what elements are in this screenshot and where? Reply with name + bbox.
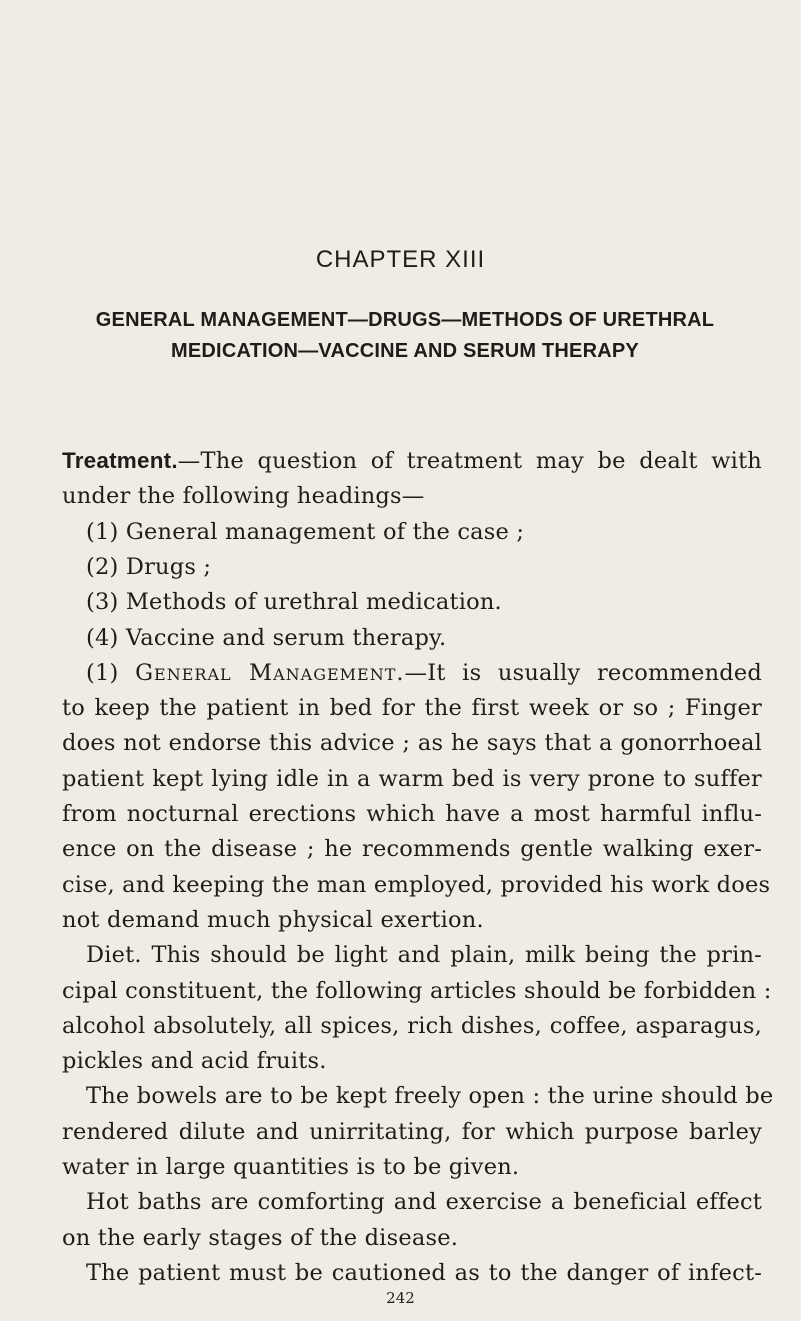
body-line-22: Hot baths are comforting and exercise a beneficial effect — [86, 1189, 762, 1216]
body-line-15: Diet. This should be light and plain, milk being the prin- — [86, 942, 762, 969]
body-line-12: ence on the disease ; he recommends gentle walking exer- — [62, 836, 762, 863]
chapter-heading: CHAPTER XIII — [315, 246, 486, 273]
general-management-heading: General Management. — [135, 659, 405, 686]
body-line-18: pickles and acid fruits. — [62, 1048, 327, 1075]
body-line-21: water in large quantities is to be given. — [62, 1154, 520, 1180]
body-line-24: The patient must be cautioned as to the danger of infect- — [86, 1259, 762, 1286]
list-item-2: (2) Drugs ; — [86, 553, 212, 580]
body-line-2: under the following headings— — [62, 483, 425, 510]
chapter-title-line-2: MEDICATION—VACCINE AND SERUM THERAPY — [171, 340, 639, 362]
body-line-10: patient kept lying idle in a warm bed is very prone to suffer — [62, 765, 762, 792]
chapter-title — [60, 305, 750, 367]
body-line-1-text: —The question of treatment may be dealt with — [177, 448, 762, 474]
list-item-4: (4) Vaccine and serum therapy. — [86, 624, 447, 651]
section-number: (1) — [86, 659, 136, 686]
body-line-23: on the early stages of the disease. — [62, 1224, 459, 1251]
body-line-14: not demand much physical exertion. — [62, 906, 484, 933]
list-item-3: (3) Methods of urethral medication. — [86, 589, 502, 616]
body-line-7 — [86, 660, 762, 686]
page-number: 242 — [386, 1289, 415, 1308]
chapter-title-line-1: GENERAL MANAGEMENT—DRUGS—METHODS OF URETHRAL — [95, 309, 715, 331]
body-line-13: cise, and keeping the man employed, provided his work does — [62, 871, 771, 898]
body-line-16: cipal constituent, the following articles should be forbidden : — [62, 977, 772, 1004]
treatment-run-in-heading: Treatment. — [62, 448, 178, 473]
list-item-1: (1) General management of the case ; — [86, 518, 525, 545]
body-line-1 — [62, 448, 762, 474]
body-line-9: does not endorse this advice ; as he says that a gonorrhoeal — [62, 730, 762, 757]
body-line-8: to keep the patient in bed for the first week or so ; Finger — [62, 695, 762, 722]
body-line-20: rendered dilute and unirritating, for which purpose barley — [62, 1118, 762, 1145]
body-line-17: alcohol absolutely, all spices, rich dishes, coffee, asparagus, — [62, 1012, 762, 1039]
body-line-11: from nocturnal erections which have a most harmful influ- — [62, 801, 762, 827]
body-line-19: The bowels are to be kept freely open : the urine should be — [86, 1083, 774, 1110]
body-line-7-text: —It is usually recommended — [404, 659, 762, 686]
